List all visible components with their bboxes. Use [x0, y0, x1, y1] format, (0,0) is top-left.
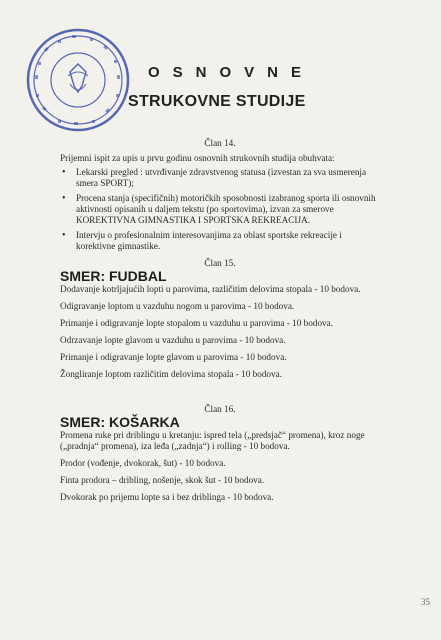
list-item: • Lekarski pregled : utvrđivanje zdravstvenog statusa (izvestan za sva usmerenja smera SPORT); — [60, 167, 380, 189]
list-item: • Procena stanja (specifičnih) motoričkih sposobnosti izabranog sporta ili osnovnih aktivnosti opisanih u daljem tekstu (po sportovima), izvan za smerove KOREKTIVNA GIMNASTIKA I SPORTSKA REKREACIJA. — [60, 193, 380, 226]
list-item: Odrzavanje lopte glavom u vazduhu u parovima - 10 bodova. — [60, 335, 286, 345]
list-item: Žongliranje loptom različitim delovima stopala - 10 bodova. — [60, 369, 282, 379]
list-item: Promena ruke pri driblingu u kretanju: ispred tela („predsjač“ promena), kroz noge („pradnja“ promena), iza leđa („zadnja“) i rolling - 10 bodova. — [60, 430, 365, 451]
header-subtitle: STRUKOVNE STUDIJE — [128, 93, 306, 110]
list-item: Finta prodora – dribling, nošenje, skok šut - 10 bodova. — [60, 475, 265, 485]
page-number: 35 — [421, 597, 430, 607]
article-14-heading: Član 14. — [204, 138, 236, 148]
list-item: • Intervju o profesionalnim interesovanjima za oblast sportske rekreacije i korektivne gimnastike. — [60, 230, 380, 252]
list-item: Odigravanje loptom u vazduhu nogom u parovima - 10 bodova. — [60, 301, 295, 311]
list-item: Primanje i odigravanje lopte stopalom u vazduhu u parovima - 10 bodova. — [60, 318, 334, 328]
basketball-section-heading: SMER: KOŠARKA — [60, 414, 180, 430]
basketball-tests — [60, 430, 380, 503]
list-item: Primanje i odigravanje lopte glavom u parovima - 10 bodova. — [60, 352, 287, 362]
article-14-intro: Prijemni ispit za upis u prvu godinu osnovnih strukovnih studija obuhvata: — [60, 153, 335, 163]
article-16-heading: Član 16. — [204, 404, 236, 414]
list-item: Dvokorak po prijemu lopte sa i bez driblinga - 10 bodova. — [60, 492, 274, 502]
article-15-heading: Član 15. — [204, 258, 236, 268]
official-stamp — [24, 26, 132, 134]
football-section-heading: SMER: FUDBAL — [60, 268, 167, 284]
football-tests — [60, 284, 380, 380]
article-14-list — [60, 167, 380, 252]
list-item: Prodor (vođenje, dvokorak, šut) - 10 bodova. — [60, 458, 226, 468]
list-item: Dodavanje kotrljajućih lopti u parovima, različitim delovima stopala - 10 bodova. — [60, 284, 361, 294]
document-body — [60, 138, 380, 503]
header-title: OSNOVNE — [148, 64, 315, 81]
